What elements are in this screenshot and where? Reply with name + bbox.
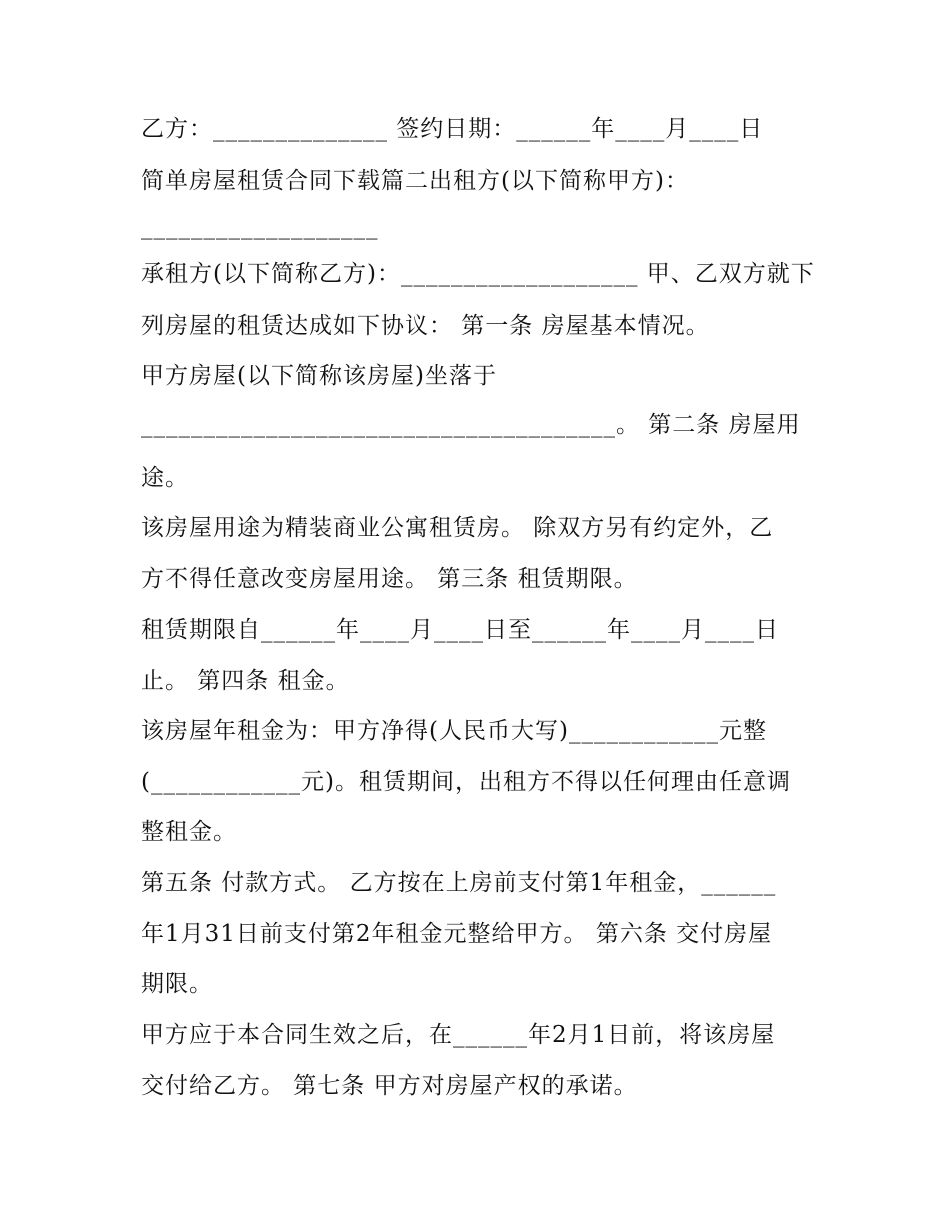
text-line-11: 租赁期限自______年____月____日至______年____月____日 [141,617,779,643]
text-line-16: 第五条 付款方式。 乙方按在上房前支付第1年租金，______ [141,870,777,896]
text-line-2: 简单房屋租赁合同下载篇二出租方(以下简称甲方)： [141,168,689,194]
text-line-1: 乙方：______________ 签约日期：______年____月____日 [141,116,764,142]
text-line-9: 该房屋用途为精装商业公寓租赁房。 除双方另有约定外，乙 [141,515,774,541]
text-line-20: 交付给乙方。 第七条 甲方对房屋产权的承诺。 [141,1073,638,1099]
text-line-8: 途。 [141,465,189,491]
text-line-7: ______________________________________。 第二条 房屋用 [141,412,801,438]
text-line-13: 该房屋年租金为：甲方净得(人民币大写)____________元整 [141,718,767,744]
text-line-18: 期限。 [141,971,213,997]
text-line-10: 方不得任意改变房屋用途。 第三条 租赁期限。 [141,566,638,592]
text-line-5: 列房屋的租赁达成如下协议： 第一条 房屋基本情况。 [141,313,710,339]
text-line-6: 甲方房屋(以下简称该房屋)坐落于 [141,363,497,389]
text-line-17: 年1月31日前支付第2年租金元整给甲方。 第六条 交付房屋 [141,921,773,947]
text-line-12: 止。 第四条 租金。 [141,668,350,694]
text-line-3: ___________________ [141,214,379,240]
text-line-14: (____________元)。租赁期间，出租方不得以任何理由任意调 [141,769,791,795]
text-line-19: 甲方应于本合同生效之后，在______年2月1日前，将该房屋 [141,1022,776,1048]
text-line-4: 承租方(以下简称乙方)：___________________ 甲、乙双方就下 [141,261,815,287]
text-line-15: 整租金。 [141,819,237,845]
